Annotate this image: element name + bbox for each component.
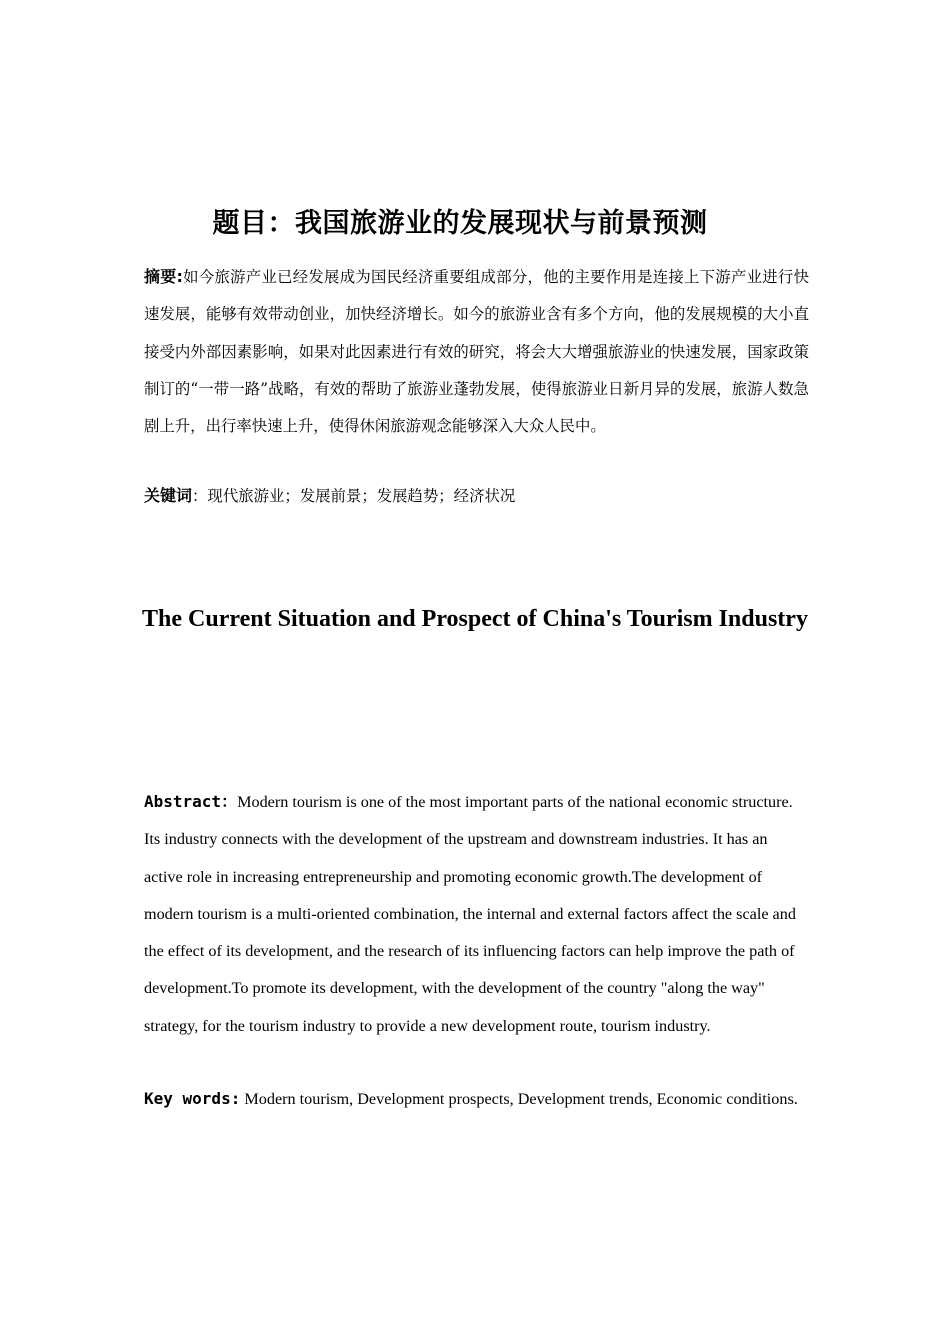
chinese-keywords-colon: ： xyxy=(192,487,208,505)
english-abstract xyxy=(144,783,809,1045)
english-keywords-text: Modern tourism, Development prospects, Development trends, Economic conditions. xyxy=(244,1090,798,1108)
english-title: The Current Situation and Prospect of China's Tourism Industry xyxy=(142,606,808,632)
english-keywords-label: Key words: xyxy=(144,1089,241,1108)
english-abstract-text: Modern tourism is one of the most important parts of the national economic structure. Its industry connects with the development of the upstream and downstream industries. It has an active role in increasing entrepreneurship and promoting economic growth.The development of modern tourism is a multi-oriented combination, the internal and external factors affect the scale and the effect of its development, and the research of its influencing factors can help improve the path of development.To promote its development, with the development of the country "along the way" strategy, for the tourism industry to provide a new development route, tourism industry. xyxy=(144,793,796,1035)
chinese-keywords xyxy=(144,481,809,511)
chinese-abstract xyxy=(144,258,809,445)
english-abstract-label: Abstract： xyxy=(144,792,238,811)
english-keywords xyxy=(144,1080,809,1118)
chinese-abstract-text: 如今旅游产业已经发展成为国民经济重要组成部分，他的主要作用是连接上下游产业进行快速发展，能够有效带动创业，加快经济增长。如今的旅游业含有多个方向，他的发展规模的大小直接受内外部因素影响，如果对此因素进行有效的研究，将会大大增强旅游业的快速发展，国家政策制订的“一带一路”战略，有效的帮助了旅游业蓬勃发展，使得旅游业日新月异的发展，旅游人数急剧上升，出行率快速上升，使得休闲旅游观念能够深入大众人民中。 xyxy=(144,268,809,436)
chinese-abstract-label: 摘要: xyxy=(144,267,183,286)
chinese-keywords-text: 现代旅游业；发展前景；发展趋势；经济状况 xyxy=(207,487,516,505)
chinese-keywords-label: 关键词 xyxy=(144,486,193,505)
chinese-title: 题目：我国旅游业的发展现状与前景预测 xyxy=(212,208,708,239)
